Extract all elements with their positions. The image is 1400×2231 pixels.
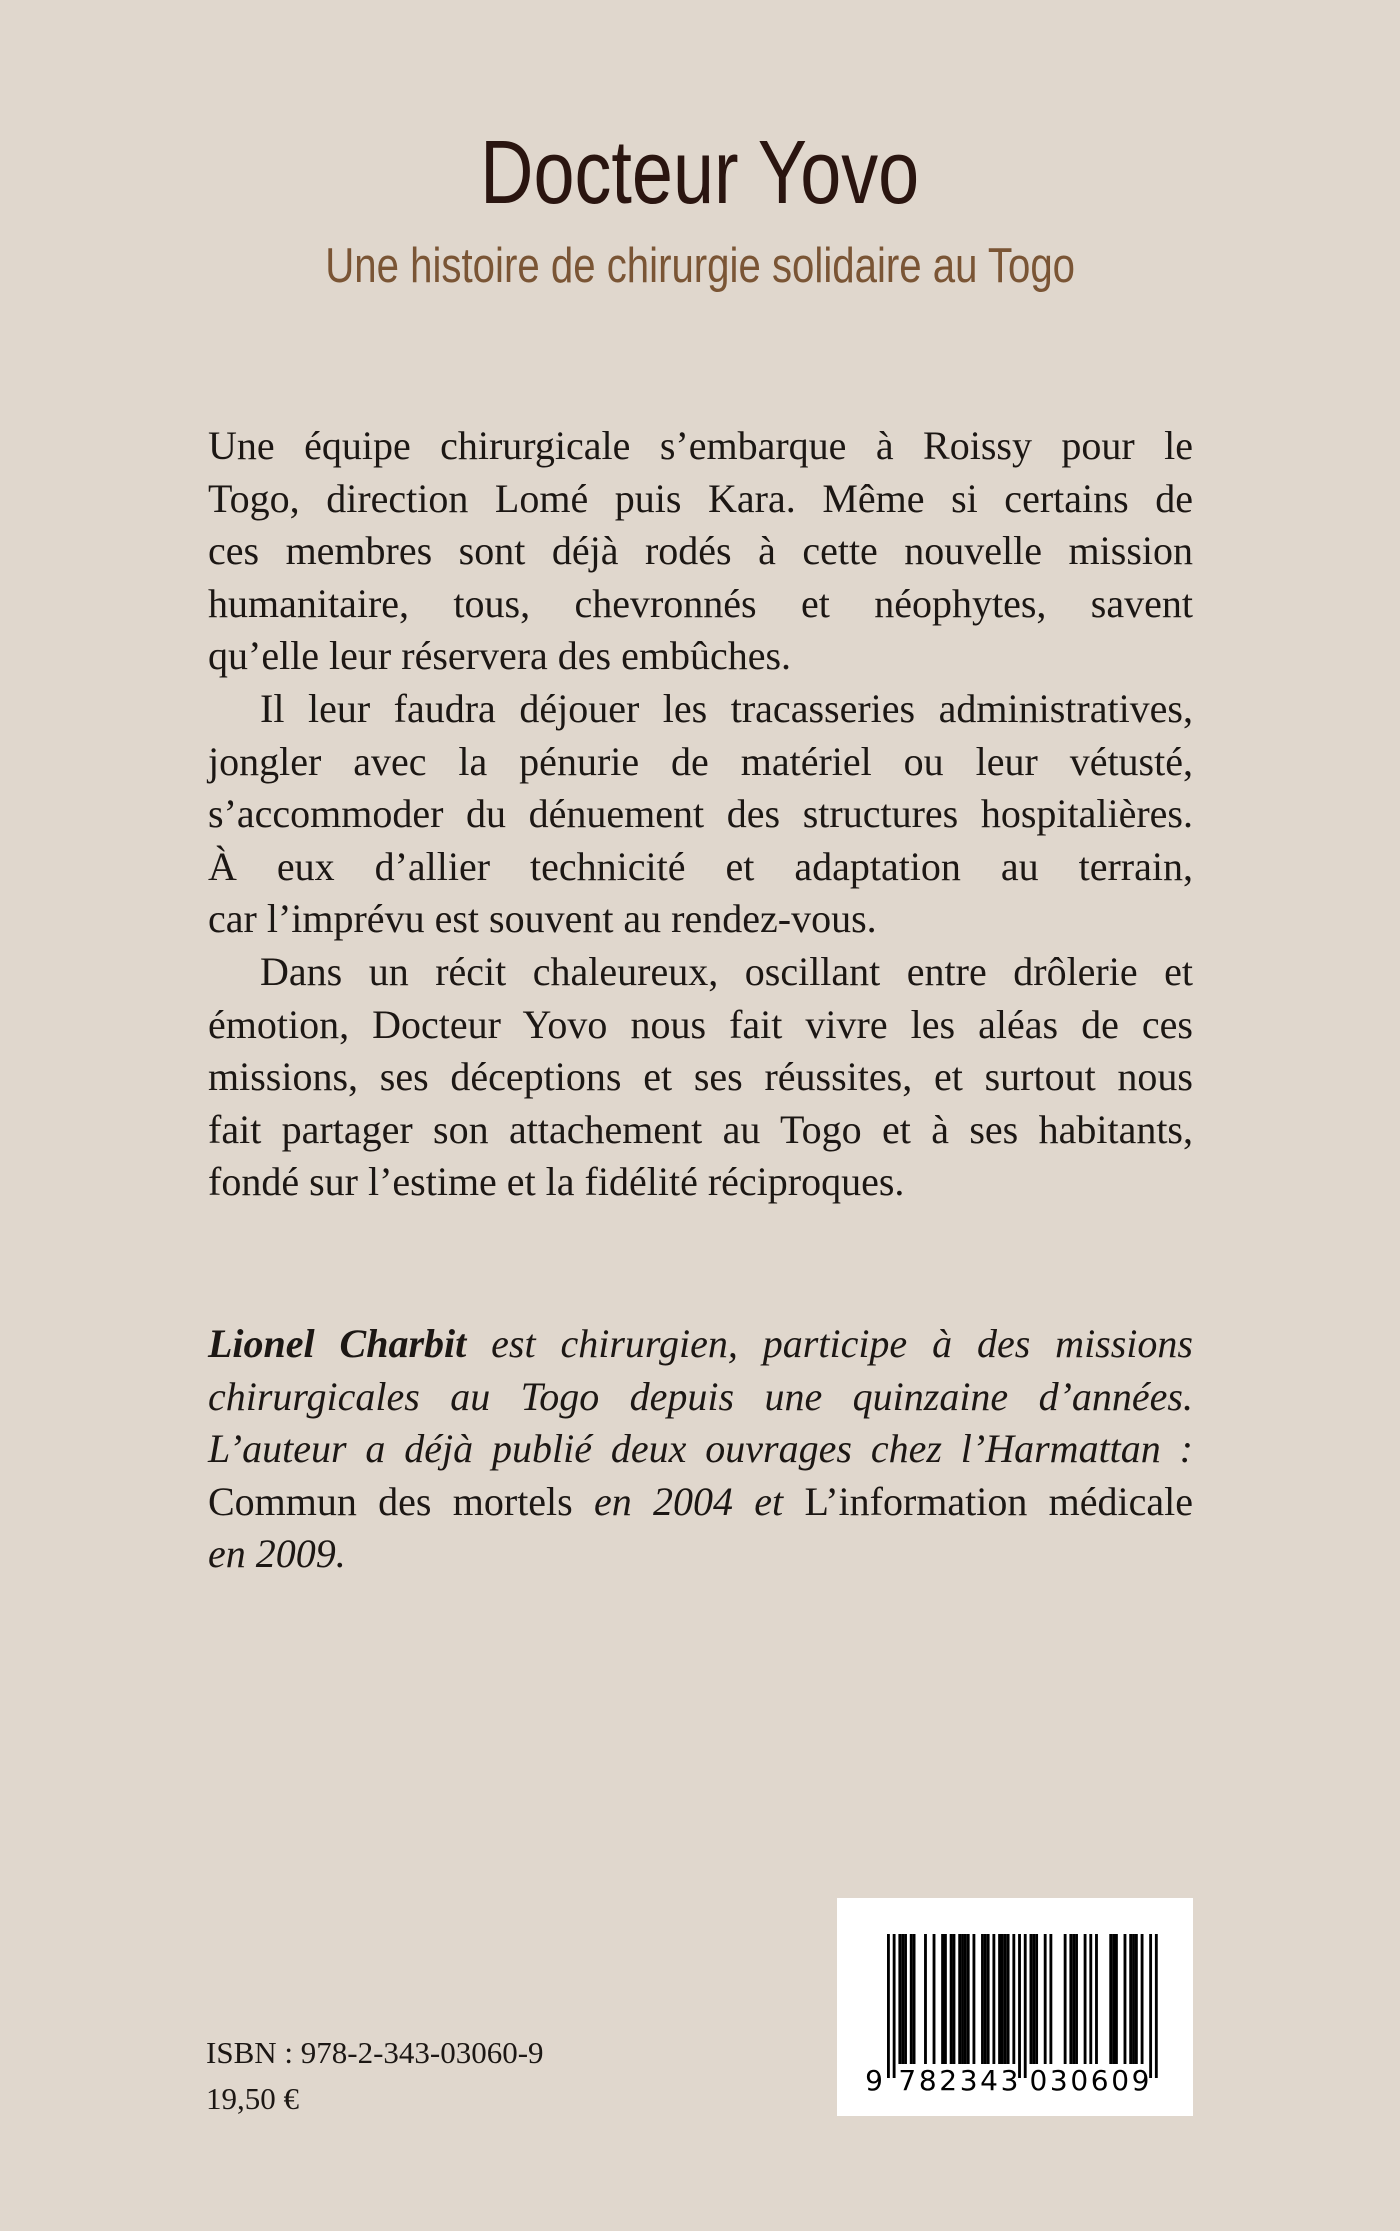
barcode-bar bbox=[1075, 1934, 1078, 2064]
barcode-digits: 782343 bbox=[898, 2064, 1019, 2097]
barcode-bar bbox=[998, 1934, 1001, 2064]
barcode-bar bbox=[901, 1934, 904, 2064]
barcode-bar bbox=[984, 1934, 987, 2064]
price: 19,50 € bbox=[206, 2081, 299, 2116]
barcode-bar bbox=[1132, 1934, 1135, 2064]
author-name: Lionel Charbit bbox=[208, 1321, 467, 1366]
barcode-bar bbox=[1149, 1934, 1152, 2078]
barcode-bar bbox=[1112, 1934, 1115, 2064]
barcode-bar bbox=[1069, 1934, 1072, 2064]
barcode-bar bbox=[987, 1934, 990, 2064]
blurb-line: À eux d’allier technicité et adaptation au terrain, bbox=[208, 843, 1193, 889]
barcode-bar bbox=[1124, 1934, 1127, 2064]
barcode-bar bbox=[1095, 1934, 1098, 2064]
barcode-bar bbox=[944, 1934, 947, 2064]
barcode-bar bbox=[898, 1934, 901, 2064]
barcode-bar bbox=[941, 1934, 944, 2064]
barcode-bar bbox=[1155, 1934, 1158, 2078]
barcode-bar bbox=[913, 1934, 916, 2064]
blurb-line: Une équipe chirurgicale s’embarque à Roissy pour le bbox=[208, 423, 1193, 468]
blurb-line: ces membres sont déjà rodés à cette nouvelle mission bbox=[208, 528, 1193, 574]
barcode-bar bbox=[953, 1934, 956, 2064]
blurb-line: fondé sur l’estime et la fidélité réciproques. bbox=[208, 1159, 905, 1205]
barcode-bar bbox=[1129, 1934, 1132, 2064]
barcode-bar bbox=[958, 1934, 961, 2064]
blurb-line: humanitaire, tous, chevronnés et néophytes, savent bbox=[208, 580, 1193, 626]
barcode-bar bbox=[1024, 1934, 1027, 2078]
barcode-bar bbox=[1109, 1934, 1112, 2064]
isbn-block bbox=[206, 2030, 544, 2122]
author-bio bbox=[208, 1318, 1193, 1581]
book-title: Docteur Yovo bbox=[480, 123, 920, 223]
book-title-2: L’information médicale bbox=[804, 1478, 1193, 1524]
barcode-bar bbox=[1064, 1934, 1067, 2064]
blurb-line: Togo, direction Lomé puis Kara. Même si certains de bbox=[208, 475, 1193, 521]
barcode-bars bbox=[837, 1898, 1193, 2116]
barcode-bar bbox=[1001, 1934, 1004, 2064]
barcode-bar bbox=[1035, 1934, 1038, 2064]
blurb-line: fait partager son attachement au Togo et à ses habitants, bbox=[208, 1106, 1193, 1152]
barcode-bar bbox=[904, 1934, 907, 2064]
bio-line: L’auteur a déjà publié deux ouvrages chez l’Harmattan : bbox=[208, 1426, 1193, 1472]
barcode-bar bbox=[1084, 1934, 1087, 2064]
barcode-bar bbox=[1089, 1934, 1092, 2064]
blurb bbox=[208, 420, 1193, 1209]
barcode-bar bbox=[1030, 1934, 1033, 2064]
barcode-bar bbox=[1012, 1934, 1015, 2064]
bio-line: en 2009. bbox=[208, 1531, 346, 1577]
barcode-bar bbox=[967, 1934, 970, 2064]
blurb-line: émotion, Docteur Yovo nous fait vivre les aléas de ces bbox=[208, 1001, 1193, 1047]
blurb-line: missions, ses déceptions et ses réussites, et surtout nous bbox=[208, 1054, 1193, 1100]
barcode-bar bbox=[1004, 1934, 1007, 2064]
barcode bbox=[837, 1898, 1193, 2116]
barcode-bar bbox=[992, 1934, 995, 2064]
blurb-line: jongler avec la pénurie de matériel ou leur vétusté, bbox=[208, 738, 1193, 784]
barcode-bar bbox=[1141, 1934, 1144, 2064]
blurb-line: car l’imprévu est souvent au rendez-vous. bbox=[208, 896, 877, 942]
barcode-bar bbox=[910, 1934, 913, 2064]
barcode-bar bbox=[1115, 1934, 1118, 2064]
barcode-bar bbox=[1135, 1934, 1138, 2064]
barcode-bar bbox=[1032, 1934, 1035, 2064]
bio-text: est chirurgien, participe à des missions bbox=[466, 1321, 1193, 1366]
blurb-line: qu’elle leur réservera des embûches. bbox=[208, 633, 792, 679]
bio-text: en 2004 et bbox=[572, 1478, 805, 1524]
barcode-bar bbox=[961, 1934, 964, 2064]
isbn: ISBN : 978-2-343-03060-9 bbox=[206, 2035, 544, 2070]
barcode-bar bbox=[1049, 1934, 1052, 2064]
barcode-bar bbox=[1044, 1934, 1047, 2064]
blurb-line: Il leur faudra déjouer les tracasseries administratives, bbox=[260, 685, 1193, 731]
blurb-line: Dans un récit chaleureux, oscillant entre drôlerie et bbox=[260, 948, 1193, 994]
book-subtitle: Une histoire de chirurgie solidaire au Togo bbox=[325, 239, 1075, 293]
barcode-bar bbox=[964, 1934, 967, 2064]
blurb-line: s’accommoder du dénuement des structures hospitalières. bbox=[208, 791, 1193, 837]
barcode-bar bbox=[933, 1934, 936, 2064]
barcode-bar bbox=[1007, 1934, 1010, 2064]
barcode-bar bbox=[950, 1934, 953, 2064]
barcode-bar bbox=[893, 1934, 896, 2078]
barcode-digits: 9 bbox=[865, 2064, 883, 2097]
barcode-digits: 030609 bbox=[1029, 2064, 1150, 2097]
barcode-bar bbox=[887, 1934, 890, 2078]
barcode-bar bbox=[1018, 1934, 1021, 2078]
barcode-bar bbox=[973, 1934, 976, 2064]
barcode-bar bbox=[981, 1934, 984, 2064]
book-title-1: Commun des mortels bbox=[208, 1478, 573, 1524]
bio-line: chirurgicales au Togo depuis une quinzaine d’années. bbox=[208, 1373, 1193, 1419]
barcode-bar bbox=[924, 1934, 927, 2064]
barcode-bar bbox=[1072, 1934, 1075, 2064]
